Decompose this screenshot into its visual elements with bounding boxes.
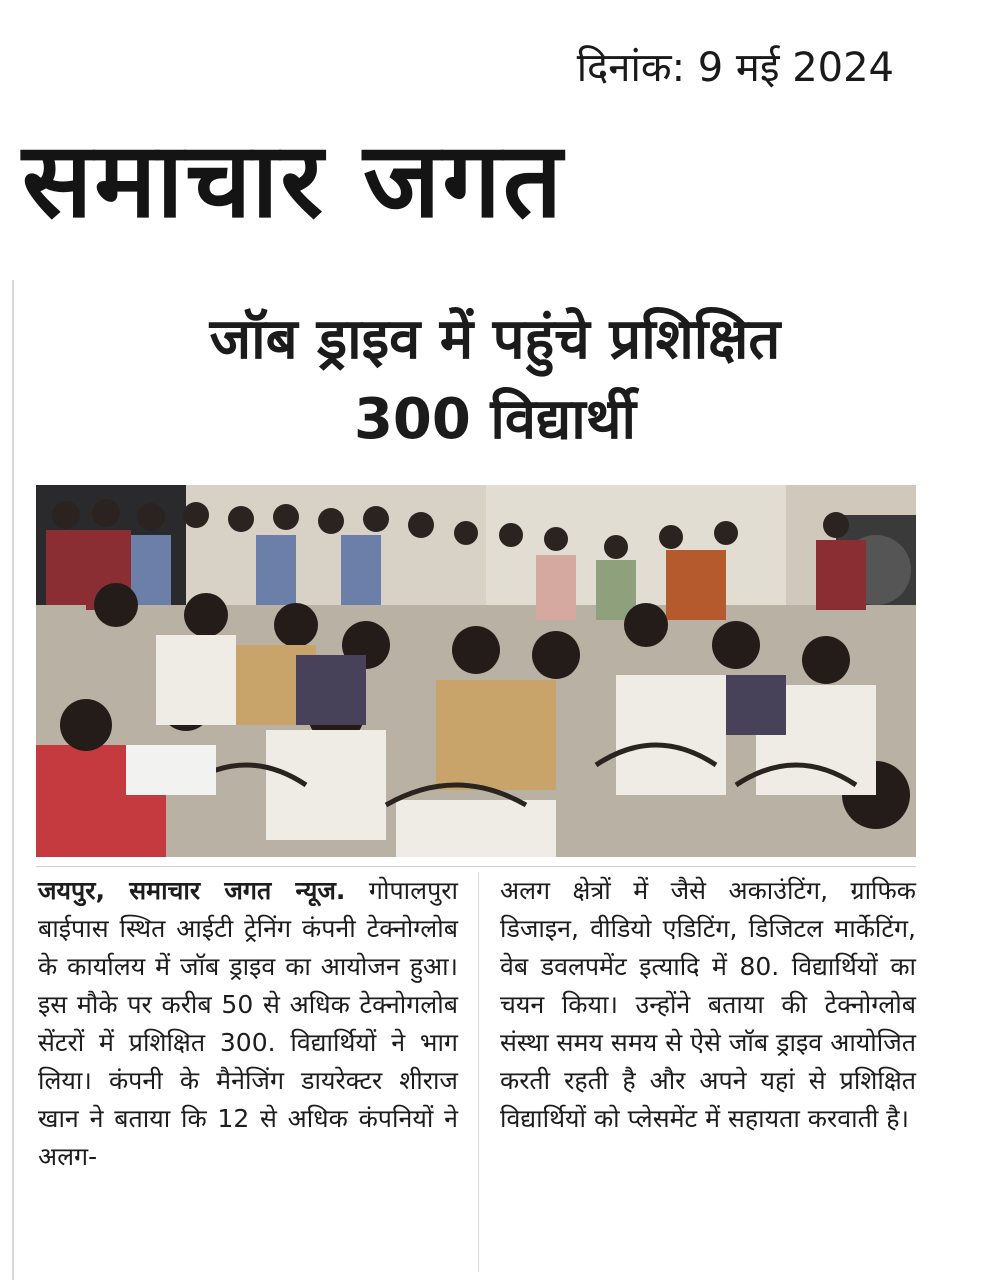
photo-divider <box>36 866 916 867</box>
article-text-right: अलग क्षेत्रों में जैसे अकाउंटिंग, ग्राफिक डिजाइन, वीडियो एडिटिंग, डिजिटल मार्केटिंग, वेब डवलपमेंट इत्यादि में 80. विद्यार्थियों का चयन किया। उन्होंने बताया की टेक्नोग्लोब संस्था समय समय से ऐसे जॉब ड्राइव आयोजित करती रहती है और अपने यहां से प्रशिक्षित विद्यार्थियों को प्लेसमेंट में सहायता करवाती है। <box>500 876 916 1133</box>
newspaper-masthead: समाचार जगत <box>22 119 565 241</box>
article-column-right <box>500 872 916 1138</box>
headline-line-1: जॉब ड्राइव में पहुंचे प्रशिक्षित <box>209 307 781 372</box>
article-text-left: गोपालपुरा बाईपास स्थित आईटी ट्रेनिंग कंपनी टेक्नोग्लोब के कार्यालय में जॉब ड्राइव का आयोजन हुआ। इस मौके पर करीब 50 से अधिक टेक्नोगलोब सेंटरों में प्रशिक्षित 300. विद्यार्थियों ने भाग लिया। कंपनी के मैनेजिंग डायरेक्टर शीराज खान ने बताया कि 12 से अधिक कंपनियों ने अलग- <box>38 876 458 1171</box>
article-photo <box>36 485 916 857</box>
left-divider <box>12 280 14 1280</box>
dateline: जयपुर, समाचार जगत न्यूज. <box>38 876 346 905</box>
article-column-left <box>38 872 458 1176</box>
article-headline <box>40 300 950 460</box>
headline-line-2: 300 विद्यार्थी <box>353 387 637 452</box>
date-line: दिनांक: 9 मई 2024 <box>576 45 894 91</box>
column-divider <box>478 872 479 1272</box>
classroom-photo-illustration <box>36 485 916 857</box>
